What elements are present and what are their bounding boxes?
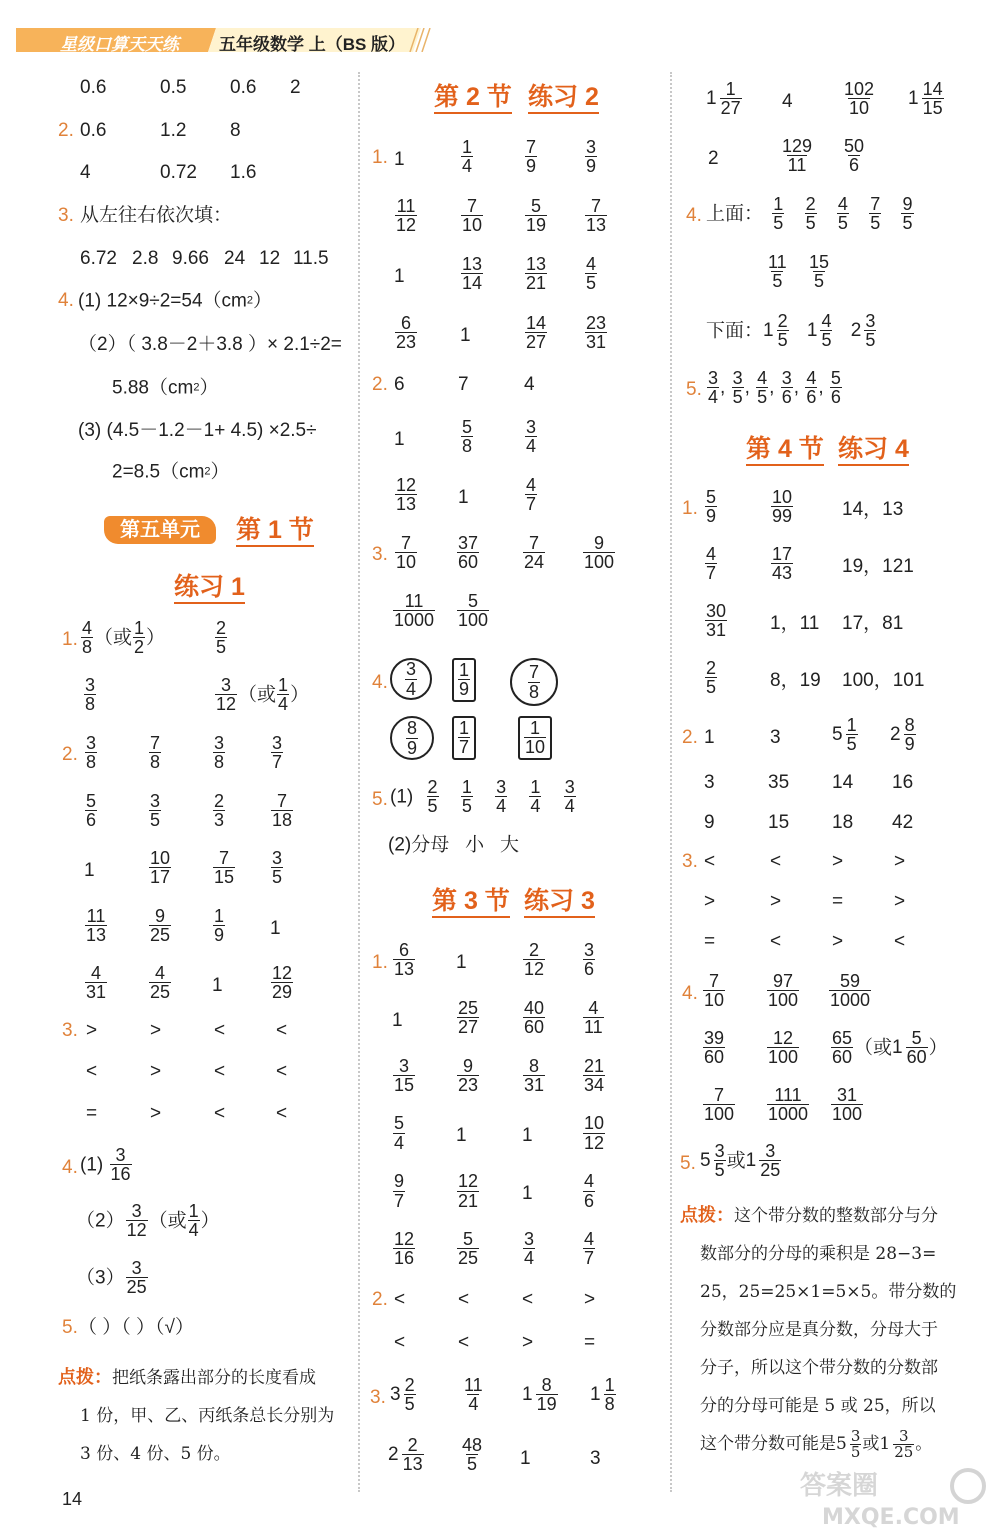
fraction-answer: $\frac{5}{4}$: [394, 1113, 405, 1153]
fraction-answer: $\frac{8}{31}$: [524, 1055, 545, 1095]
comparison-sign: >: [894, 891, 906, 912]
fraction-answer: $\frac{3}{8}$: [85, 675, 96, 715]
answer-value: 19，121: [842, 556, 914, 577]
answer-value: 4: [80, 162, 91, 183]
comparison-sign: <: [214, 1061, 226, 1082]
fraction-answer: $\frac{7}{15}$: [214, 848, 235, 888]
answer-value: 1: [270, 917, 281, 939]
fraction-answer: $\frac{12}{21}$: [458, 1171, 479, 1211]
fraction-answer: $\frac{4}{25}$: [150, 963, 171, 1003]
fraction-answer: $\frac{7}{8}$: [150, 733, 161, 773]
answer-value: 2: [290, 77, 301, 98]
comparison-sign: <: [458, 1332, 470, 1353]
comparison-sign: <: [214, 1020, 226, 1041]
answer-value: 8: [230, 120, 241, 141]
fraction-answer: $\frac{5}{100}$: [458, 591, 489, 631]
question-number: 2.: [372, 374, 388, 395]
fraction-answer: $\frac{13}{21}$: [526, 254, 547, 294]
fraction-answer: $\frac{7}{10}$: [704, 971, 725, 1011]
fraction-answer: $\frac{2}{12}$: [524, 940, 545, 980]
fraction-answer: $\frac{39}{60}$: [704, 1028, 725, 1068]
comparison-sign: >: [150, 1061, 162, 1082]
svg-text:答案圈: 答案圈: [800, 1471, 879, 1501]
fraction-answer: $\frac{12}{16}$: [394, 1229, 415, 1269]
fraction-answer: $\frac{10}{99}$: [772, 487, 793, 527]
mixed-number: 1 14 15: [908, 79, 943, 119]
comparison-sign: >: [522, 1332, 534, 1353]
fraction-answer: $\frac{11}{1000}$: [394, 591, 435, 631]
question-number: 1.: [62, 629, 78, 650]
question-number: 5.: [372, 789, 388, 810]
header-brand: 星级口算天天练: [60, 35, 179, 54]
answer-value: 12: [259, 248, 281, 269]
instruction-text: 从左往右依次填：: [80, 205, 233, 226]
answer-value: 1: [392, 1009, 403, 1031]
fraction-answer: $\frac{7}{9}$: [526, 137, 537, 177]
answer-value: 15: [768, 812, 790, 833]
fraction-answer: $\frac{6}{23}$: [396, 312, 417, 352]
fraction-answer: $\frac{21}{34}$: [584, 1055, 605, 1095]
equation-line: 5.88（cm2）: [112, 377, 219, 399]
header-book-title: 五年级数学 上（BS 版）: [219, 35, 406, 54]
answer-value: 4: [524, 374, 535, 395]
fraction-answer: $\frac{14}{27}$: [526, 312, 547, 352]
exercise-heading: 练习 2: [528, 84, 599, 110]
question-number: 2.: [682, 727, 698, 748]
answer-value: 1: [456, 1125, 467, 1147]
question-number: 4.: [58, 290, 74, 311]
fraction-answer: $\frac{17}{43}$: [772, 544, 793, 584]
answer-value: 7: [458, 374, 469, 395]
fraction-answer: $\frac{9}{7}$: [394, 1171, 405, 1211]
unit-badge: 第五单元: [104, 516, 216, 544]
fraction-answer: $\frac{4}{6}$: [584, 1171, 595, 1211]
fraction-answer: $\frac{10}{17}$: [150, 848, 171, 888]
fraction-answer: $\frac{65}{60}$ （或 1 5 60 ）: [832, 1028, 948, 1068]
answer-value: 17，81: [842, 613, 904, 634]
fraction-answer: $\frac{5}{6}$: [86, 790, 97, 830]
fraction-answer: $\frac{2}{3}$: [214, 790, 225, 830]
column-divider: [670, 72, 672, 1492]
answer-value: 9.66: [172, 248, 209, 269]
fraction-answer: $\frac{40}{60}$: [524, 997, 545, 1038]
answer-value: 1: [394, 429, 405, 450]
fraction-answer: $\frac{3}{4}$: [526, 417, 537, 457]
answer-value: 1: [212, 975, 223, 996]
fraction-answer: $\frac{3}{9}$: [586, 137, 597, 177]
answer-value: 1: [458, 487, 469, 508]
mixed-number: 5 1 5: [832, 715, 857, 755]
fraction-answer: $\frac{48}{5}$: [462, 1435, 483, 1475]
answer-text: (2)分母 小 大: [388, 834, 519, 856]
fraction-answer: $\frac{7}{10}$: [396, 533, 417, 573]
exercise-heading: 练习 1: [174, 574, 245, 600]
comparison-sign: <: [86, 1061, 98, 1082]
fraction-answer: $\frac{111}{1000}$: [768, 1085, 809, 1125]
equation-line: 2=8.5（cm2）: [112, 461, 230, 483]
answer-value: 1: [520, 1448, 531, 1469]
answer-value: 24: [224, 248, 246, 269]
fraction-answer: $\frac{59}{1000}$: [830, 971, 871, 1011]
comparison-sign: >: [86, 1020, 98, 1041]
answer-value: 1: [394, 266, 405, 287]
exercise-heading: 练习 4: [838, 436, 909, 462]
answer-value: 1.2: [160, 120, 187, 141]
comparison-sign: <: [704, 851, 716, 872]
fraction-answer: $\frac{31}{100}$: [832, 1085, 863, 1125]
mixed-number: 2 8 9: [890, 715, 915, 755]
fraction-answer: $\frac{5}{8}$: [462, 417, 473, 457]
comparison-sign: >: [832, 851, 844, 872]
question-number: 2.: [62, 744, 78, 765]
mixed-number: 2 2 13: [388, 1435, 423, 1475]
fraction-answer: $\frac{37}{60}$: [458, 533, 479, 573]
mixed-number: 1 1 8: [590, 1375, 615, 1415]
question-number: 1.: [682, 498, 698, 519]
section-heading: 第 2 节: [434, 84, 512, 110]
comparison-sign: =: [584, 1332, 596, 1353]
answer-value: 6: [394, 374, 405, 395]
mixed-number: 3 2 5: [390, 1375, 415, 1415]
equation-line: (3) (4.5－1.2－1+ 4.5) ×2.5÷: [78, 420, 317, 441]
fraction-answer: $\frac{5}{9}$: [706, 487, 717, 527]
comparison-sign: <: [770, 931, 782, 952]
fraction-sequence: 上面： $\frac{1}{5}$ $\frac{2}{5}$ $\frac{4}{5}$ $\frac{7}{5}$ $\frac{9}{5}$: [706, 194, 913, 234]
comparison-sign: >: [704, 891, 716, 912]
fraction-answer: $\frac{11}{12}$: [396, 195, 417, 235]
answer-value: 16: [892, 772, 914, 793]
comparison-sign: <: [458, 1289, 470, 1310]
section-heading: 第 1 节: [236, 517, 314, 543]
fraction-answer: $\frac{50}{6}$: [844, 136, 865, 176]
answer-value: 1: [522, 1125, 533, 1147]
fraction-sequence: $\frac{3}{4}$ , $\frac{3}{5}$ , $\frac{4}{5}$ , $\frac{3}{6}$ , $\frac{4}{6}$ , $\frac{5}{6}$: [708, 368, 841, 408]
comparison-sign: >: [150, 1020, 162, 1041]
fraction-answer: $\frac{3}{5}$: [272, 848, 283, 888]
fraction-answer: $\frac{4}{7}$: [526, 475, 537, 515]
fraction-answer: $\frac{3}{6}$: [584, 940, 595, 980]
fraction-answer: $\frac{25}{27}$: [458, 997, 479, 1038]
answer-value: 42: [892, 812, 914, 833]
answer-value: 14，13: [842, 499, 904, 520]
answer-value: 2: [708, 148, 719, 169]
question-number: 3.: [370, 1387, 386, 1408]
fraction-answer: $\frac{9}{100}$: [584, 533, 615, 573]
fraction-answer: $\frac{3}{8}$: [214, 733, 225, 773]
fraction-answer: $\frac{30}{31}$: [706, 601, 727, 641]
circled-fraction: 8 9: [390, 716, 434, 760]
fraction-answer: $\frac{12}{29}$: [272, 963, 293, 1003]
fraction-answer: $\frac{3}{12}$ （或 $\frac{1}{4}$ ）: [216, 675, 310, 715]
choice-answer: （ ）（ ）（√）: [78, 1317, 194, 1338]
comparison-sign: >: [584, 1289, 596, 1310]
answer-value: 1，11: [770, 613, 820, 634]
answer-value: 0.6: [80, 120, 107, 141]
fraction-sequence: (1) $\frac{2}{5}$ $\frac{1}{5}$ $\frac{3}{4}$ $\frac{1}{4}$ $\frac{3}{4}$: [390, 777, 575, 817]
fraction-answer: $\frac{7}{100}$: [704, 1085, 735, 1125]
fraction-answer: $\frac{129}{11}$: [782, 136, 813, 176]
comparison-sign: >: [894, 851, 906, 872]
fraction-answer: $\frac{1}{9}$: [214, 905, 225, 945]
comparison-sign: <: [276, 1103, 288, 1124]
question-number: 5.: [680, 1153, 696, 1174]
section-heading: 第 4 节: [746, 436, 824, 462]
comparison-sign: <: [770, 851, 782, 872]
question-number: 3.: [58, 205, 74, 226]
fraction-sequence: $\frac{11}{5}$ $\frac{15}{5}$: [768, 252, 829, 292]
fraction-answer: $\frac{9}{25}$: [150, 905, 171, 945]
answer-value: 6.72: [80, 248, 117, 269]
answer-value: 3: [704, 772, 715, 793]
boxed-fraction: 1 9: [452, 658, 476, 702]
fraction-answer: $\frac{2}{5}$: [216, 618, 227, 658]
boxed-fraction: 1 7: [452, 716, 476, 760]
column-divider: [358, 72, 360, 1492]
answer-value: 11.5: [293, 248, 329, 269]
fraction-answer: $\frac{9}{23}$: [458, 1055, 479, 1095]
comparison-sign: >: [150, 1103, 162, 1124]
question-number: 5.: [686, 379, 702, 400]
fraction-answer: （2） $\frac{3}{12}$ （或 $\frac{1}{4}$ ）: [76, 1201, 220, 1241]
answer-value: 4: [782, 91, 793, 112]
fraction-answer: $\frac{4}{7}$: [584, 1229, 595, 1269]
comparison-sign: <: [214, 1103, 226, 1124]
answer-value: 1: [460, 324, 471, 346]
answer-value: 8，19: [770, 670, 821, 691]
question-number: 4.: [686, 205, 702, 226]
mixed-number: 1 8 19: [522, 1375, 557, 1415]
hint-text: 点拨：这个带分数的整数部分与分 数部分的分母的乘积是 28−3= 25，25=25×1=5×5。带分数的 分数部分应是真分数，分母大于 分子，所以这个带分数的分数部 分的分母可能是 5 或 25，所以 这个带分数可能是 5 3 5 或 1 3 25 。: [680, 1205, 957, 1461]
svg-text:MXQE.COM: MXQE.COM: [822, 1505, 960, 1530]
answer-value: 35: [768, 772, 790, 793]
answer-value: 3: [590, 1448, 601, 1469]
fraction-answer: $\frac{7}{18}$: [272, 790, 293, 830]
question-number: 1.: [372, 952, 388, 973]
question-number: 2.: [58, 120, 74, 141]
answer-value: 0.5: [160, 77, 187, 98]
answer-value: 2.8: [132, 248, 159, 269]
answer-value: 18: [832, 812, 854, 833]
fraction-answer: $\frac{10}{12}$: [584, 1113, 605, 1153]
fraction-answer: $\frac{7}{10}$: [462, 195, 483, 235]
comparison-sign: =: [832, 891, 844, 912]
comparison-sign: <: [394, 1289, 406, 1310]
comparison-sign: >: [770, 891, 782, 912]
answer-value: 1: [704, 727, 715, 748]
fraction-answer: $\frac{4}{11}$: [584, 997, 603, 1038]
page-number: 14: [62, 1489, 83, 1509]
mixed-sequence: 下面： 1 2 5 1 4 5 2 3 5: [706, 311, 876, 351]
fraction-answer: $\frac{5}{19}$: [526, 195, 547, 235]
fraction-answer: $\frac{6}{13}$: [394, 940, 415, 980]
answer-value: 3: [770, 727, 781, 748]
fraction-answer: $\frac{5}{25}$: [458, 1229, 479, 1269]
fraction-answer: $\frac{1}{4}$: [462, 137, 473, 177]
hint-text: 点拨：把纸条露出部分的长度看成 1 份，甲、乙、丙纸条总长分别为 3 份、4 份、5 份。: [58, 1367, 335, 1464]
answer-value: 0.6: [80, 77, 107, 98]
equation-line: (1) 12×9÷2=54（cm2）: [78, 290, 272, 312]
question-number: 1.: [372, 147, 388, 168]
fraction-answer: $\frac{7}{24}$: [524, 533, 545, 573]
fraction-answer: $\frac{7}{13}$: [586, 195, 607, 235]
answer-value: 100，101: [842, 670, 925, 691]
circled-fraction: 3 4: [390, 658, 432, 700]
comparison-sign: <: [894, 931, 906, 952]
fraction-answer: $\frac{12}{100}$: [768, 1028, 799, 1068]
comparison-sign: >: [832, 931, 844, 952]
answer-value: 1: [394, 149, 405, 170]
question-number: 3.: [62, 1020, 78, 1041]
answer-value: 0.6: [230, 77, 257, 98]
circled-fraction: 7 8: [510, 658, 558, 706]
fraction-answer: $\frac{23}{31}$: [586, 312, 607, 352]
question-number: 5.: [62, 1317, 78, 1338]
fraction-answer: (1) $\frac{3}{16}$: [80, 1145, 131, 1185]
fraction-answer: $\frac{4}{8}$ （或 $\frac{1}{2}$ ）: [82, 618, 166, 658]
fraction-answer: $\frac{12}{13}$: [396, 475, 417, 515]
question-number: 3.: [372, 544, 388, 565]
fraction-answer: $\frac{3}{5}$: [150, 790, 161, 830]
question-number: 3.: [682, 851, 698, 872]
boxed-fraction: 1 10: [518, 716, 552, 760]
section-heading: 第 3 节: [432, 888, 510, 914]
fraction-answer: $\frac{97}{100}$: [768, 971, 799, 1011]
answer-value: 0.72: [160, 162, 197, 183]
answer-value: 1: [522, 1183, 533, 1205]
fraction-answer: $\frac{11}{4}$: [464, 1375, 483, 1415]
fraction-answer: $\frac{4}{31}$: [86, 963, 107, 1003]
comparison-sign: <: [394, 1332, 406, 1353]
fraction-answer: $\frac{4}{5}$: [586, 254, 597, 294]
page-header: [16, 28, 431, 52]
fraction-answer: $\frac{3}{8}$: [86, 733, 97, 773]
fraction-answer: $\frac{3}{4}$: [524, 1229, 535, 1269]
comparison-sign: =: [704, 931, 716, 952]
answer-value: 1: [456, 952, 467, 973]
answer-value: 1.6: [230, 162, 257, 183]
question-number: 4.: [62, 1157, 78, 1178]
fraction-answer: （3） $\frac{3}{25}$: [76, 1258, 147, 1298]
fraction-answer: $\frac{13}{14}$: [462, 254, 483, 294]
exercise-heading: 练习 3: [524, 888, 595, 914]
question-number: 4.: [372, 672, 388, 693]
fraction-answer: $\frac{4}{7}$: [706, 544, 717, 584]
comparison-sign: <: [276, 1020, 288, 1041]
fraction-answer: $\frac{2}{5}$: [706, 658, 717, 698]
watermark-logo: [782, 1462, 992, 1530]
comparison-sign: =: [86, 1103, 98, 1124]
mixed-number: 1 1 27: [706, 79, 741, 119]
equation-line: （2）（ 3.8－2＋3.8 ）× 2.1÷2=: [78, 334, 342, 355]
fraction-answer: $\frac{3}{15}$: [394, 1055, 415, 1095]
mixed-number: 5 3 5 或 1 3 25: [700, 1141, 781, 1181]
comparison-sign: <: [276, 1061, 288, 1082]
answer-value: 1: [84, 860, 95, 881]
comparison-sign: <: [522, 1289, 534, 1310]
answer-value: 14: [832, 772, 854, 793]
fraction-answer: $\frac{102}{10}$: [844, 79, 875, 119]
fraction-answer: $\frac{11}{13}$: [86, 905, 107, 945]
question-number: 2.: [372, 1289, 388, 1310]
fraction-answer: $\frac{3}{7}$: [272, 733, 283, 773]
question-number: 4.: [682, 983, 698, 1004]
answer-value: 9: [704, 812, 715, 833]
